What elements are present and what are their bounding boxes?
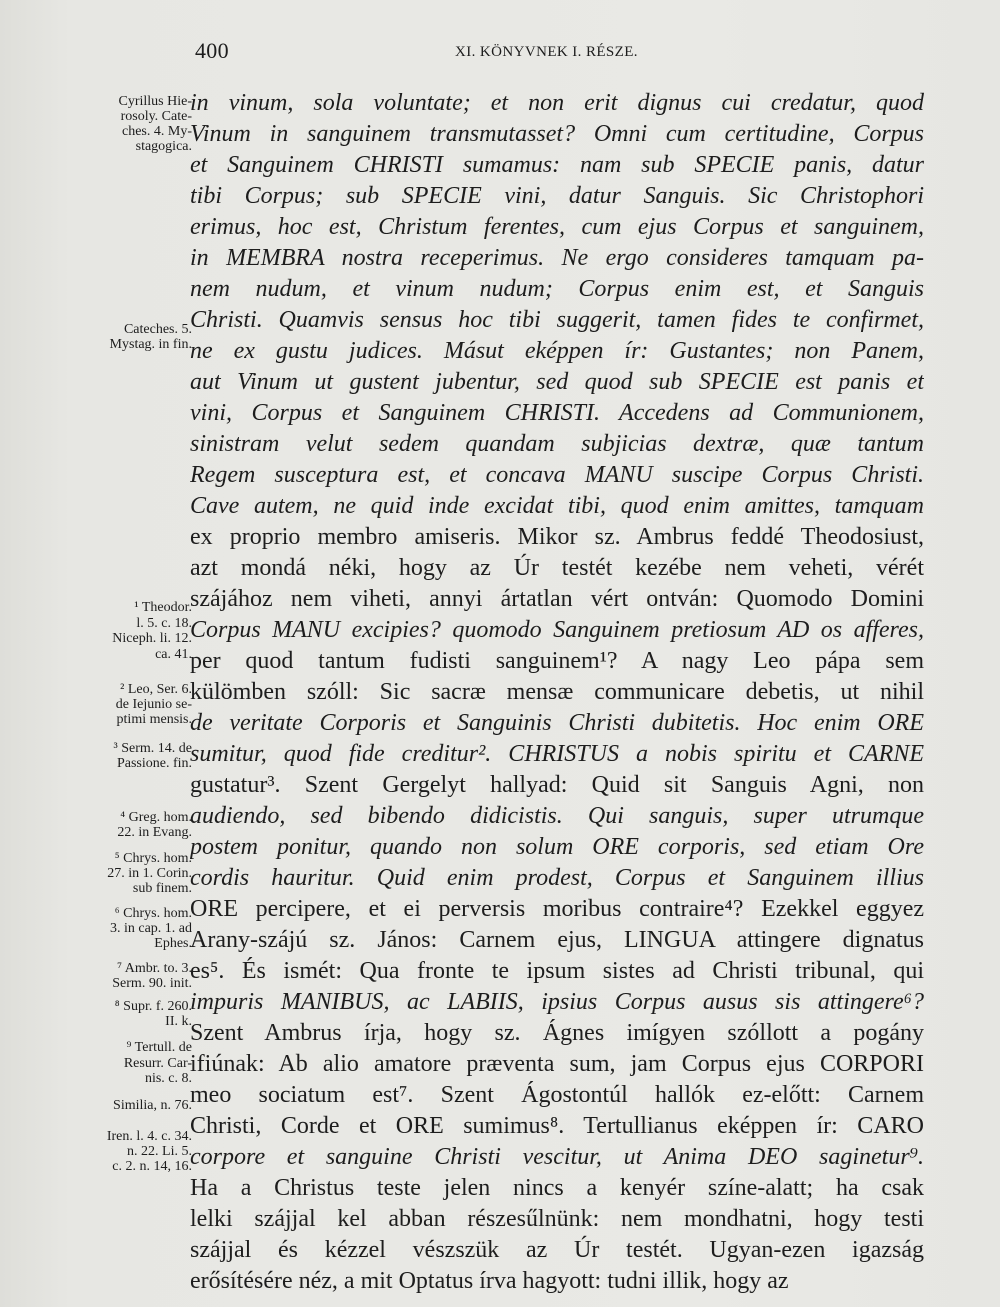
margin-note: Similia, n. 76. <box>113 1098 192 1113</box>
text-line: tibi Corpus; sub SPECIE vini, datur Sanguis. Sic Christophori <box>190 183 924 209</box>
text-line: nem nudum, et vinum nudum; Corpus enim est, et Sanguis <box>190 276 924 302</box>
margin-note: ¹ Theodor. <box>134 600 192 615</box>
text-line: de veritate Corporis et Sanguinis Christi dubitetis. Hoc enim ORE <box>190 710 924 736</box>
page-number: 400 <box>195 38 229 63</box>
text-line: in MEMBRA nostra receperimus. Ne ergo consideres tamquam pa- <box>190 245 924 271</box>
text-line: erimus, hoc est, Christum ferentes, cum ejus Corpus et sanguinem, <box>190 214 924 240</box>
margin-note: ⁹ Tertull. de <box>126 1040 192 1055</box>
margin-note: Ephes. <box>154 936 192 951</box>
text-line: es⁵. És ismét: Qua fronte te ipsum sistes ad Christi tribunal, qui <box>190 958 924 984</box>
page-header <box>195 38 925 66</box>
margin-note: de Iejunio se- <box>115 697 192 712</box>
margin-note: n. 22. Li. 5. <box>127 1144 192 1159</box>
text-line: ifiúnak: Ab alio amatore præventa sum, jam Corpus ejus CORPORI <box>190 1051 924 1077</box>
text-line: Christi, Corde et ORE sumimus⁸. Tertullianus eképpen ír: CARO <box>190 1113 924 1139</box>
margin-note: nis. c. 8. <box>144 1071 192 1086</box>
text-line: szájához nem viheti, annyi ártatlan vért ontván: Quomodo Domini <box>190 586 924 612</box>
text-line: Regem susceptura est, et concava MANU suscipe Corpus Christi. <box>190 462 924 488</box>
margin-note: Cateches. 5. <box>123 322 192 337</box>
margin-note: Iren. l. 4. c. 34. <box>106 1129 192 1144</box>
margin-note: l. 5. c. 18. <box>136 616 192 631</box>
margin-note: sub finem. <box>132 881 192 896</box>
text-line: impuris MANIBUS, ac LABIIS, ipsius Corpus ausus sis attingere⁶? <box>190 989 924 1015</box>
margin-note: rosoly. Cate- <box>120 109 192 124</box>
text-line: sinistram velut sedem quandam subjicias dextræ, quæ tantum <box>190 431 924 457</box>
text-line: vini, Corpus et Sanguinem CHRISTI. Accedens ad Communionem, <box>190 400 924 426</box>
margin-note: ca. 41. <box>155 647 192 662</box>
text-line: gustatur³. Szent Gergelyt hallyad: Quid sit Sanguis Agni, non <box>190 772 924 798</box>
margin-note: ptimi mensis. <box>116 712 192 727</box>
text-line: audiendo, sed bibendo didicistis. Qui sanguis, super utrumque <box>190 803 924 829</box>
text-line: et Sanguinem CHRISTI sumamus: nam sub SPECIE panis, datur <box>190 152 924 178</box>
margin-note: ⁸ Supr. f. 260. <box>114 999 192 1014</box>
text-line: ex proprio membro amiseris. Mikor sz. Ambrus feddé Theodosiust, <box>190 524 924 550</box>
margin-note: Mystag. in fin. <box>109 337 192 352</box>
margin-note: ⁴ Greg. hom. <box>120 810 192 825</box>
margin-note: 22. in Evang. <box>117 825 192 840</box>
margin-note: II. k. <box>165 1014 192 1029</box>
text-line: azt mondá néki, hogy az Úr testét kezébe nem veheti, vérét <box>190 555 924 581</box>
text-line: Cave autem, ne quid inde excidat tibi, quod enim amittes, tamquam <box>190 493 924 519</box>
text-line: Arany-szájú sz. János: Carnem ejus, LINGUA attingere dignatus <box>190 927 924 953</box>
text-line: per quod tantum fudisti sanguinem¹? A nagy Leo pápa sem <box>190 648 924 674</box>
text-line: erősítésére néz, a mit Optatus írva hagyott: tudni illik, hogy az <box>190 1268 789 1294</box>
text-line: ORE percipere, et ei perversis moribus contraire⁴? Ezekkel eggyez <box>190 896 924 922</box>
text-line: cordis hauritur. Quid enim prodest, Corpus et Sanguinem illius <box>190 865 924 891</box>
text-line: aut Vinum ut gustent jubentur, sed quod sub SPECIE est panis et <box>190 369 924 395</box>
margin-note: Resurr. Car- <box>123 1056 192 1071</box>
text-line: Vinum in sanguinem transmutasset? Omni cum certitudine, Corpus <box>190 121 924 147</box>
margin-note: Niceph. li. 12. <box>112 631 192 646</box>
text-line: ne ex gustu judices. Másut eképpen ír: Gustantes; non Panem, <box>190 338 924 364</box>
margin-note: Serm. 90. init. <box>112 976 192 991</box>
margin-notes <box>76 88 192 1188</box>
margin-note: ches. 4. My- <box>122 124 192 139</box>
text-line: Szent Ambrus írja, hogy sz. Ágnes imígyen szóllott a pogány <box>190 1020 924 1046</box>
margin-note: ² Leo, Ser. 6. <box>120 682 192 697</box>
margin-note: c. 2. n. 14, 16. <box>112 1159 192 1174</box>
text-line: corpore et sanguine Christi vescitur, ut Anima DEO saginetur⁹. <box>190 1144 924 1170</box>
text-line: in vinum, sola voluntate; et non erit dignus cui credatur, quod <box>190 90 924 116</box>
text-line: szájjal és kézzel vészszük az Úr testét. Ugyan-ezen igazság <box>190 1237 924 1263</box>
text-line: meo sociatum est⁷. Szent Ágostontúl hallók ez-előtt: Carnem <box>190 1082 924 1108</box>
margin-note: ⁷ Ambr. to. 3. <box>117 961 192 976</box>
margin-note: 27. in 1. Corin. <box>107 866 192 881</box>
margin-note: ⁵ Chrys. hom. <box>114 851 192 866</box>
text-line: Corpus MANU excipies? quomodo Sanguinem pretiosum AD os afferes, <box>190 617 924 643</box>
text-line: külömben szóll: Sic sacræ mensæ communicare debetis, ut nihil <box>190 679 924 705</box>
margin-note: 3. in cap. 1. ad <box>109 921 192 936</box>
margin-note: Passione. fin. <box>116 756 192 771</box>
text-line: Christi. Quamvis sensus hoc tibi suggerit, tamen fides te confirmet, <box>190 307 924 333</box>
text-line: postem ponitur, quando non solum ORE corporis, sed etiam Ore <box>190 834 924 860</box>
text-line: sumitur, quod fide creditur². CHRISTUS a nobis spiritu et CARNE <box>190 741 924 767</box>
running-head: XI. KÖNYVNEK I. RÉSZE. <box>455 44 638 60</box>
text-line: lelki szájjal kel abban részesűlnünk: nem mondhatni, hogy testi <box>190 1206 924 1232</box>
margin-note: Cyrillus Hie- <box>118 94 192 109</box>
margin-note: ⁶ Chrys. hom. <box>114 906 192 921</box>
margin-note: stagogica. <box>135 139 192 154</box>
text-line: Ha a Christus teste jelen nincs a kenyér színe-alatt; ha csak <box>190 1175 924 1201</box>
margin-note: ³ Serm. 14. de <box>113 741 192 756</box>
